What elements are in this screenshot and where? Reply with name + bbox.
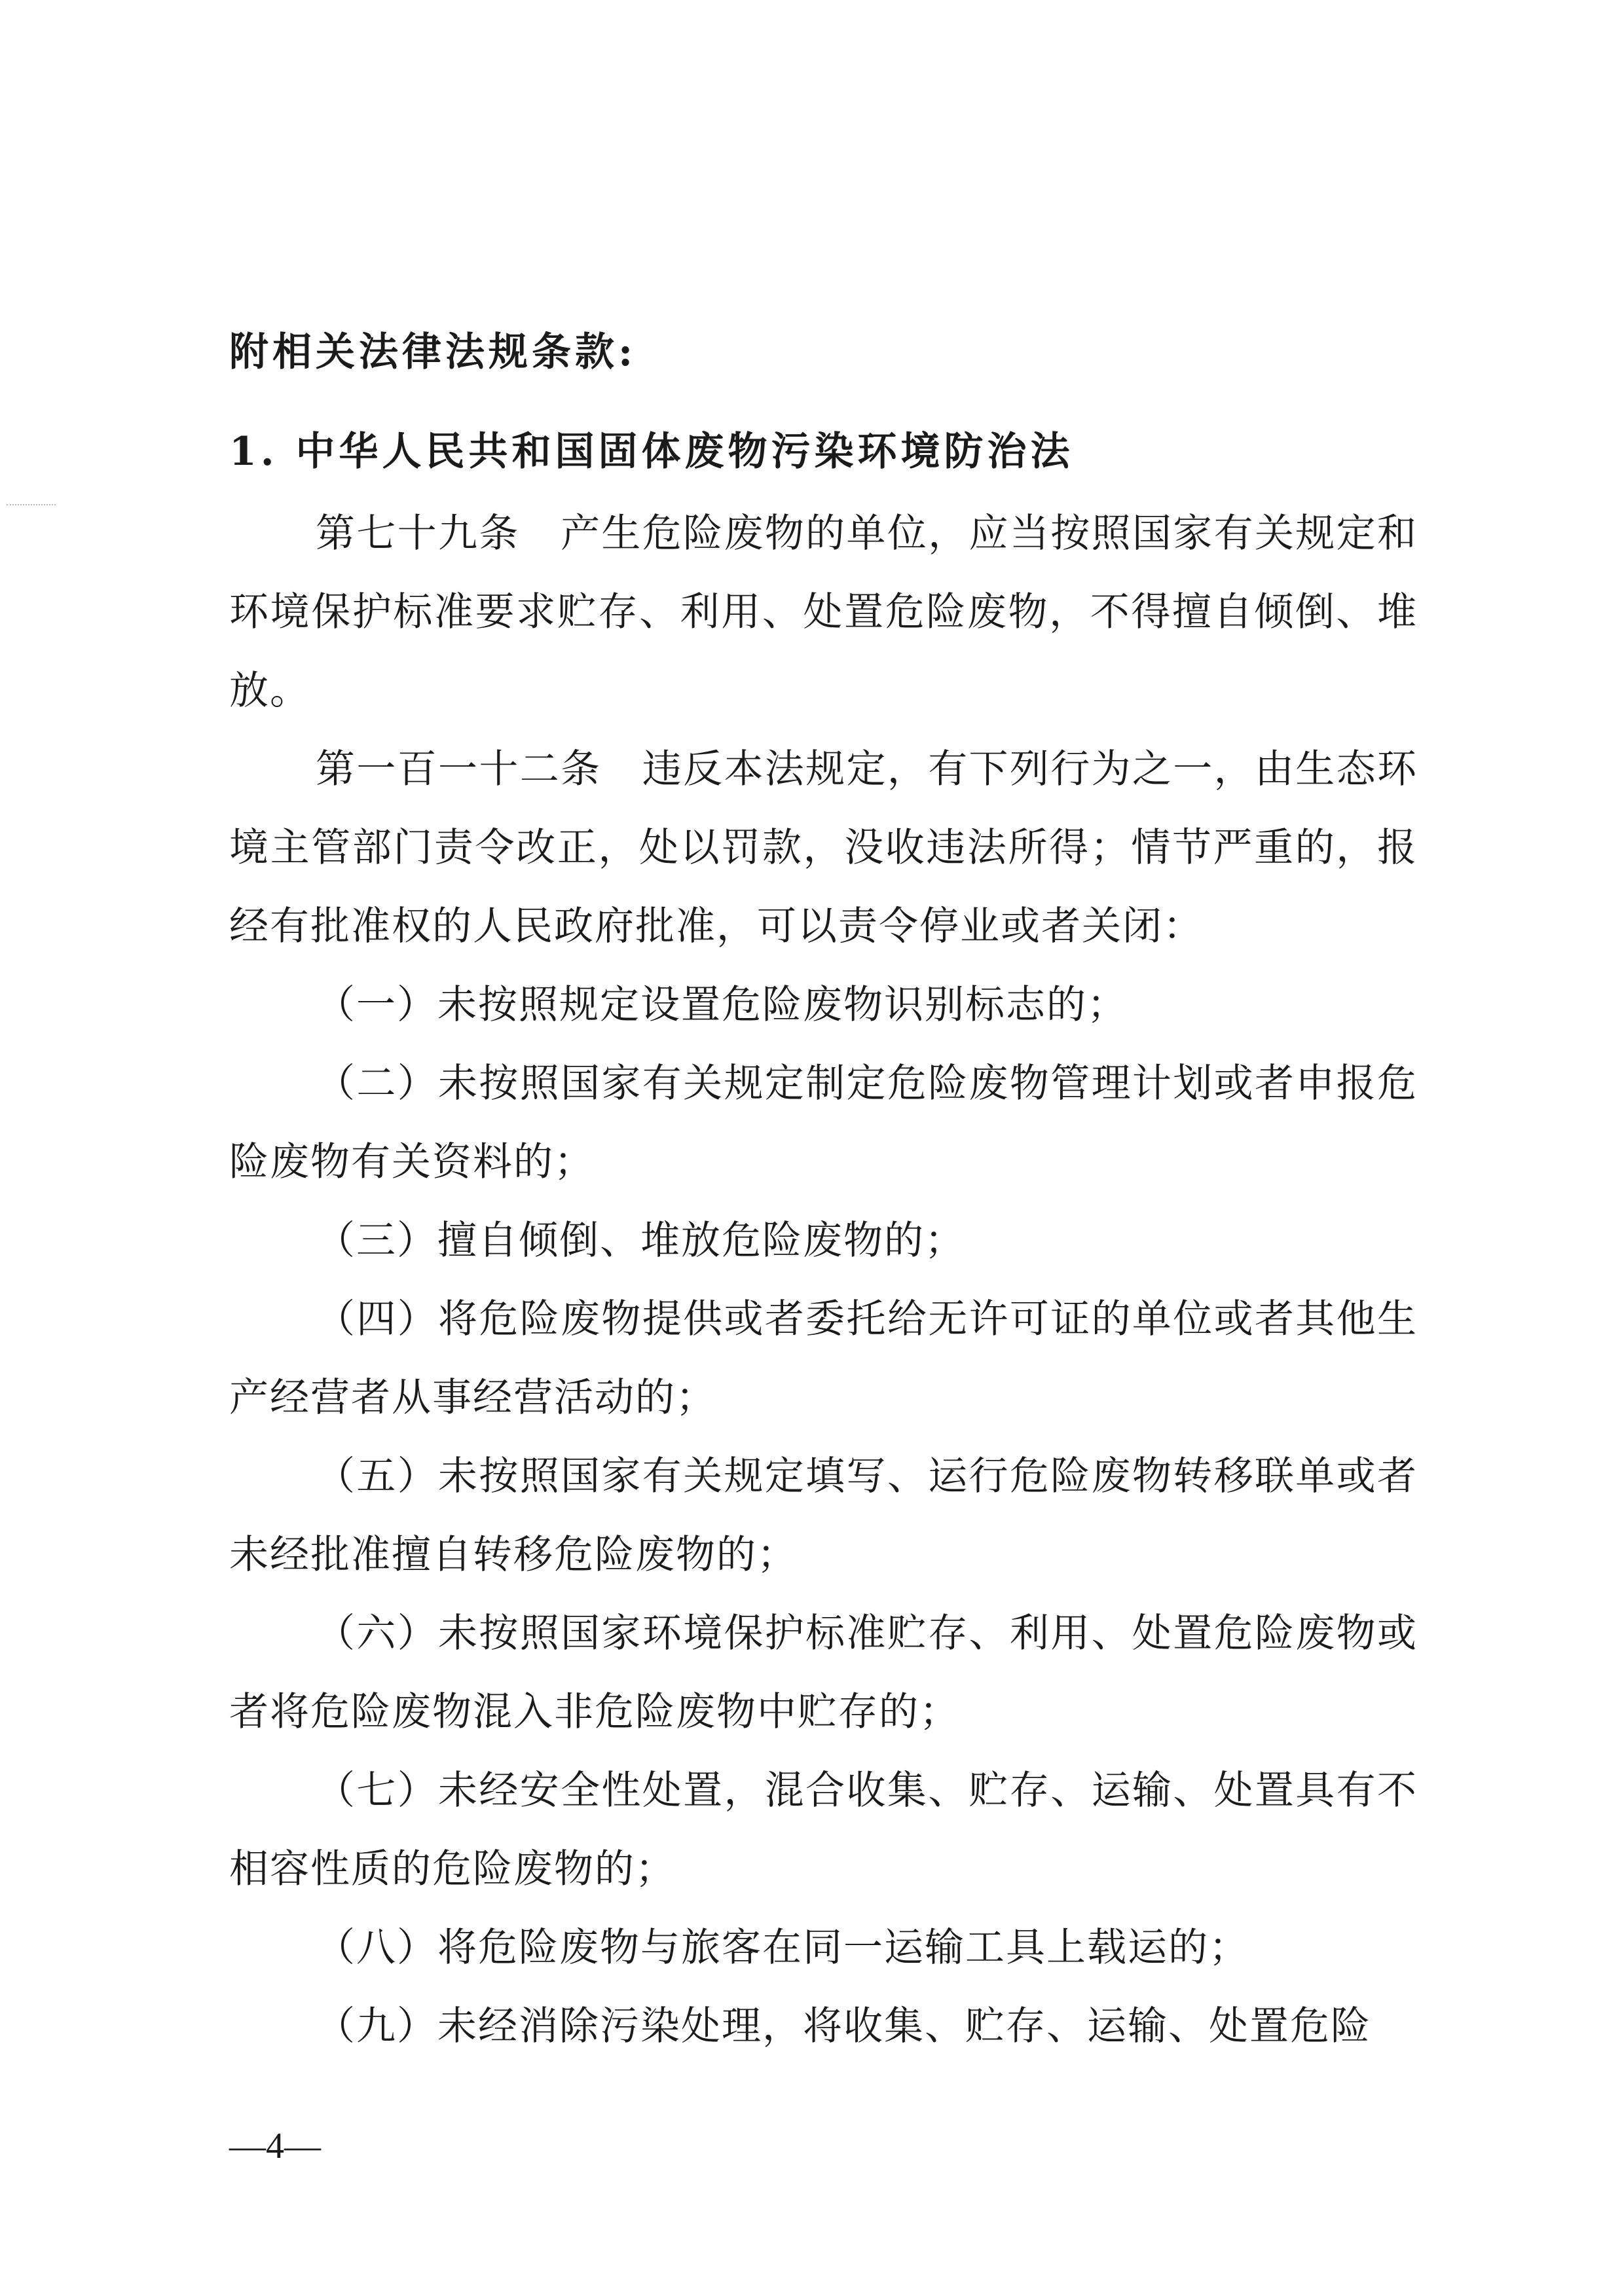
- article-79: 第七十九条 产生危险废物的单位，应当按照国家有关规定和环境保护标准要求贮存、利用、处置危险废物，不得擅自倾倒、堆放。: [229, 511, 1418, 714]
- list-item: （三）擅自倾倒、堆放危险废物的；: [316, 1218, 965, 1264]
- list-item: （九）未经消除污染处理，将收集、贮存、运输、处置危险: [316, 2003, 1371, 2049]
- list-item: （五）未按照国家有关规定填写、运行危险废物转移联单或者未经批准擅自转移危险废物的；: [229, 1453, 1418, 1578]
- list-item: （四）将危险废物提供或者委托给无许可证的单位或者其他生产经营者从事经营活动的；: [229, 1296, 1418, 1421]
- list-item: （六）未按照国家环境保护标准贮存、利用、处置危险废物或者将危险废物混入非危险废物中贮存的；: [229, 1611, 1418, 1735]
- law-title: 1. 中华人民共和国固体废物污染环境防治法: [229, 429, 1074, 475]
- scan-margin-mark: [7, 504, 56, 509]
- article-112-intro: 第一百一十二条 违反本法规定，有下列行为之一，由生态环境主管部门责令改正，处以罚款，没收违法所得；情节严重的，报经有批准权的人民政府批准，可以责令停业或者关闭：: [229, 746, 1418, 949]
- list-item: （八）将危险废物与旅客在同一运输工具上载运的；: [316, 1925, 1249, 1971]
- list-item: （七）未经安全性处置，混合收集、贮存、运输、处置具有不相容性质的危险废物的；: [229, 1768, 1418, 1892]
- attachment-heading: 附相关法律法规条款:: [229, 329, 637, 375]
- violation-items-list: [229, 966, 1418, 2066]
- page-number: —4—: [229, 2126, 321, 2166]
- list-item: （一）未按照规定设置危险废物识别标志的；: [316, 982, 1128, 1028]
- list-item: （二）未按照国家有关规定制定危险废物管理计划或者申报危险废物有关资料的；: [229, 1061, 1418, 1185]
